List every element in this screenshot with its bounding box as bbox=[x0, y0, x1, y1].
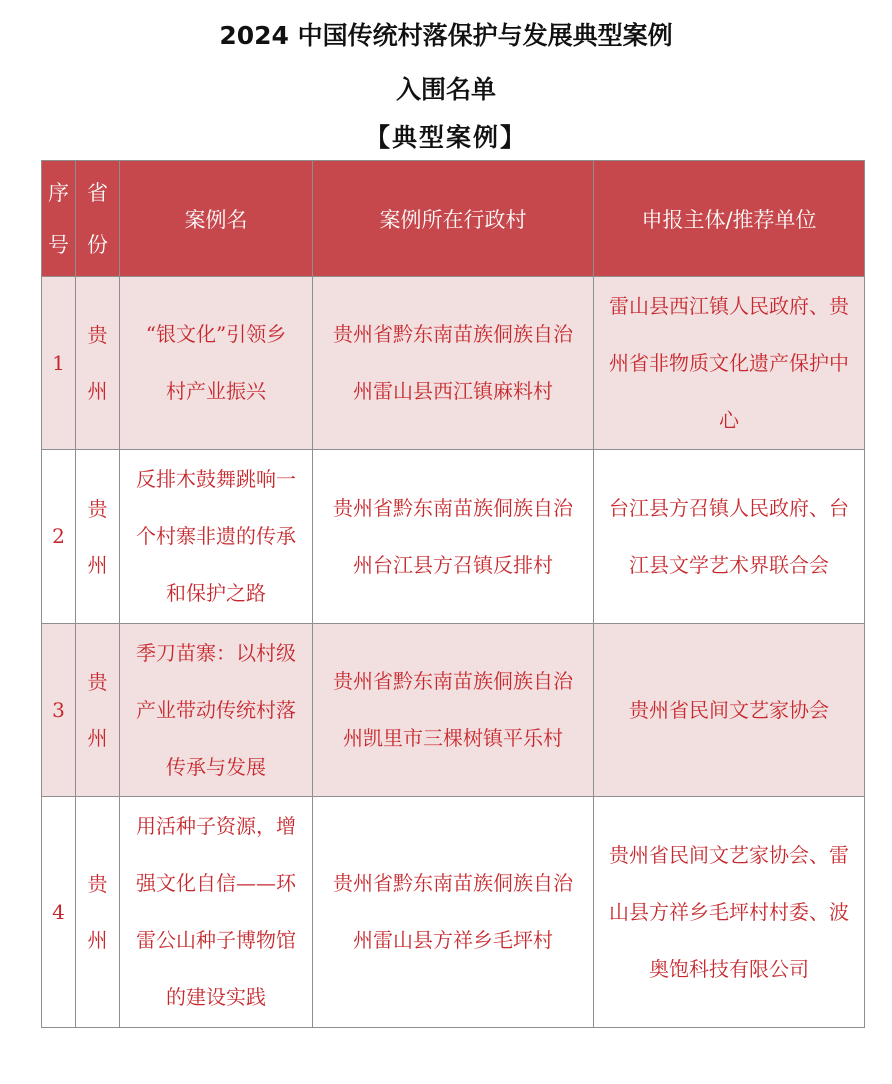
row-case-name: 反排木鼓舞跳响一个村寨非遗的传承和保护之路 bbox=[120, 450, 313, 624]
table-header-row bbox=[42, 161, 865, 277]
row-index: 1 bbox=[42, 277, 76, 450]
row-index: 3 bbox=[42, 624, 76, 797]
row-applicant: 雷山县西江镇人民政府、贵州省非物质文化遗产保护中心 bbox=[594, 277, 865, 450]
row-applicant: 贵州省民间文艺家协会 bbox=[594, 624, 865, 797]
column-header-province: 省份 bbox=[76, 161, 120, 277]
column-header-index: 序号 bbox=[42, 161, 76, 277]
column-header-applicant: 申报主体/推荐单位 bbox=[594, 161, 865, 277]
document-title: 2024 中国传统村落保护与发展典型案例 bbox=[219, 21, 673, 50]
row-village: 贵州省黔东南苗族侗族自治州凯里市三棵树镇平乐村 bbox=[313, 624, 594, 797]
document-subtitle: 入围名单 bbox=[395, 75, 496, 104]
table-row bbox=[42, 624, 865, 797]
row-index: 4 bbox=[42, 797, 76, 1028]
row-province: 贵州 bbox=[76, 797, 120, 1028]
table-row bbox=[42, 277, 865, 450]
row-village: 贵州省黔东南苗族侗族自治州雷山县方祥乡毛坪村 bbox=[313, 797, 594, 1028]
row-province: 贵州 bbox=[76, 624, 120, 797]
row-province: 贵州 bbox=[76, 450, 120, 624]
table-row bbox=[42, 797, 865, 1028]
row-case-name: 季刀苗寨：以村级产业带动传统村落传承与发展 bbox=[120, 624, 313, 797]
row-applicant: 台江县方召镇人民政府、台江县文学艺术界联合会 bbox=[594, 450, 865, 624]
column-header-village: 案例所在行政村 bbox=[313, 161, 594, 277]
row-village: 贵州省黔东南苗族侗族自治州雷山县西江镇麻料村 bbox=[313, 277, 594, 450]
row-case-name: 用活种子资源，增强文化自信——环雷公山种子博物馆的建设实践 bbox=[120, 797, 313, 1028]
table-row bbox=[42, 450, 865, 624]
column-header-case-name: 案例名 bbox=[120, 161, 313, 277]
row-case-name: “银文化”引领乡村产业振兴 bbox=[120, 277, 313, 450]
section-heading: 【典型案例】 bbox=[364, 123, 527, 152]
row-applicant: 贵州省民间文艺家协会、雷山县方祥乡毛坪村村委、波奥饱科技有限公司 bbox=[594, 797, 865, 1028]
cases-table bbox=[41, 160, 865, 1028]
row-index: 2 bbox=[42, 450, 76, 624]
row-province: 贵州 bbox=[76, 277, 120, 450]
row-village: 贵州省黔东南苗族侗族自治州台江县方召镇反排村 bbox=[313, 450, 594, 624]
